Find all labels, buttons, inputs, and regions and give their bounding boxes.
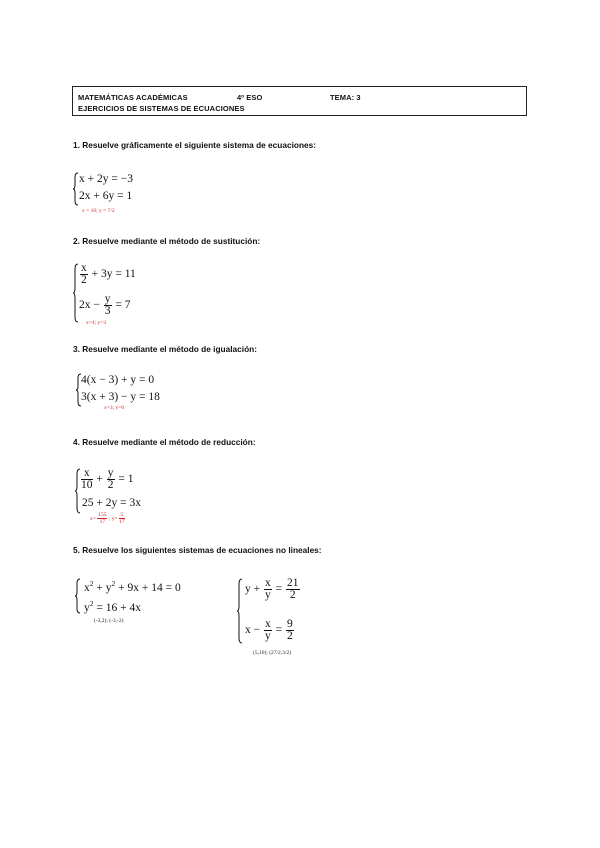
brace-q5-system-b xyxy=(236,578,244,644)
q1-answer: x = 10; y = 7/2 xyxy=(82,208,115,214)
header-subject: MATEMÁTICAS ACADÉMICAS xyxy=(78,93,188,102)
q5a-eq1-sup1: 2 xyxy=(89,579,94,588)
q5a-eq2-rest: = 16 + 4x xyxy=(96,601,141,614)
q4-answer-frac2-num: 5 xyxy=(120,512,124,518)
q5b-eq2-lead: x − xyxy=(245,624,261,637)
q5b-eq2-den: y xyxy=(265,630,271,642)
q4-answer-frac2-den: 17 xyxy=(119,519,125,525)
header-title: EJERCICIOS DE SISTEMAS DE ECUACIONES xyxy=(78,104,245,113)
q4-eq1-frac1-den: 10 xyxy=(81,479,93,491)
q3-answer: x=3; y=0 xyxy=(104,405,125,411)
q5b-eq2-num: x xyxy=(265,618,271,630)
q4-answer-mid: ; y= xyxy=(108,515,118,522)
q2-eq2-frac-num: y xyxy=(104,293,111,305)
q5b-eq1-rnum: 21 xyxy=(287,577,299,589)
q4-eq1-frac2-num: y xyxy=(107,467,114,479)
q5a-eq1-rest: + 9x + 14 = 0 xyxy=(118,581,181,594)
q2-eq1-frac-num: x xyxy=(81,262,87,274)
q1-equation-2: 2x + 6y = 1 xyxy=(79,190,133,202)
q5b-eq2-rnum: 9 xyxy=(287,618,293,630)
q4-eq1-frac1-num: x xyxy=(81,468,93,480)
q5a-eq2-sup: 2 xyxy=(89,599,94,608)
q5b-eq1-lead: y + xyxy=(245,583,261,596)
q3-equation-1: 4(x − 3) + y = 0 xyxy=(81,374,155,386)
q5b-equation-1 xyxy=(245,578,301,601)
q5b-equation-2 xyxy=(245,619,295,642)
header-level: 4º ESO xyxy=(237,93,263,102)
header-box xyxy=(72,86,527,116)
q2-equation-2 xyxy=(79,294,131,317)
q4-equation-1 xyxy=(80,468,134,491)
question-4-prompt: 4. Resuelve mediante el método de reducción: xyxy=(73,437,256,447)
q2-eq2-lead: 2x − xyxy=(79,299,100,312)
q2-eq1-rest: + 3y = 11 xyxy=(91,268,136,281)
q5a-eq1-sup2: 2 xyxy=(111,579,116,588)
question-2-prompt: 2. Resuelve mediante el método de sustitución: xyxy=(73,236,261,246)
q2-answer: x=4; y=3 xyxy=(86,320,107,326)
q2-eq2-frac-den: 3 xyxy=(104,305,111,317)
brace-q5-system-a xyxy=(74,578,82,614)
q4-equation-2: 25 + 2y = 3x xyxy=(82,497,141,509)
q4-answer-frac1-num: 155 xyxy=(98,512,107,518)
q1-equation-1: x + 2y = −3 xyxy=(79,173,133,185)
q5a-eq1-x: x xyxy=(84,581,90,594)
question-1-prompt: 1. Resuelve gráficamente el siguiente sistema de ecuaciones: xyxy=(73,140,317,150)
q5b-eq1-den: y xyxy=(265,589,271,601)
q5b-eq2-equals: = xyxy=(275,624,283,637)
q2-eq2-rest: = 7 xyxy=(115,299,131,312)
q4-eq1-rest: = 1 xyxy=(118,473,134,486)
q5b-eq1-equals: = xyxy=(275,583,283,596)
q5a-eq2-y: y xyxy=(84,601,90,614)
q4-eq1-plus: + xyxy=(96,473,103,486)
q2-equation-1 xyxy=(79,263,136,286)
q5b-eq1-rden: 2 xyxy=(289,589,296,601)
q4-answer-frac1-den: 17 xyxy=(99,519,106,525)
q5a-eq1-y: + y xyxy=(96,581,112,594)
q5a-answer: (-3,2); (-3,-2) xyxy=(94,618,124,624)
header-topic: TEMA: 3 xyxy=(330,93,361,102)
q5b-answer: (5,10); (27/2,3/2) xyxy=(253,650,292,656)
q5a-equation-2 xyxy=(84,599,141,614)
q3-equation-2: 3(x + 3) − y = 18 xyxy=(81,391,160,403)
q5a-equation-1 xyxy=(84,579,181,594)
q4-eq1-frac2-den: 2 xyxy=(107,479,114,491)
q4-answer-lead: x= xyxy=(90,515,96,522)
question-5-prompt: 5. Resuelve los siguientes sistemas de ecuaciones no lineales: xyxy=(73,545,322,555)
question-3-prompt: 3. Resuelve mediante el método de igualación: xyxy=(73,344,257,354)
q2-eq1-frac-den: 2 xyxy=(81,274,87,286)
q5b-eq2-rden: 2 xyxy=(287,630,293,642)
q4-answer xyxy=(90,512,125,525)
q5b-eq1-num: x xyxy=(265,577,271,589)
